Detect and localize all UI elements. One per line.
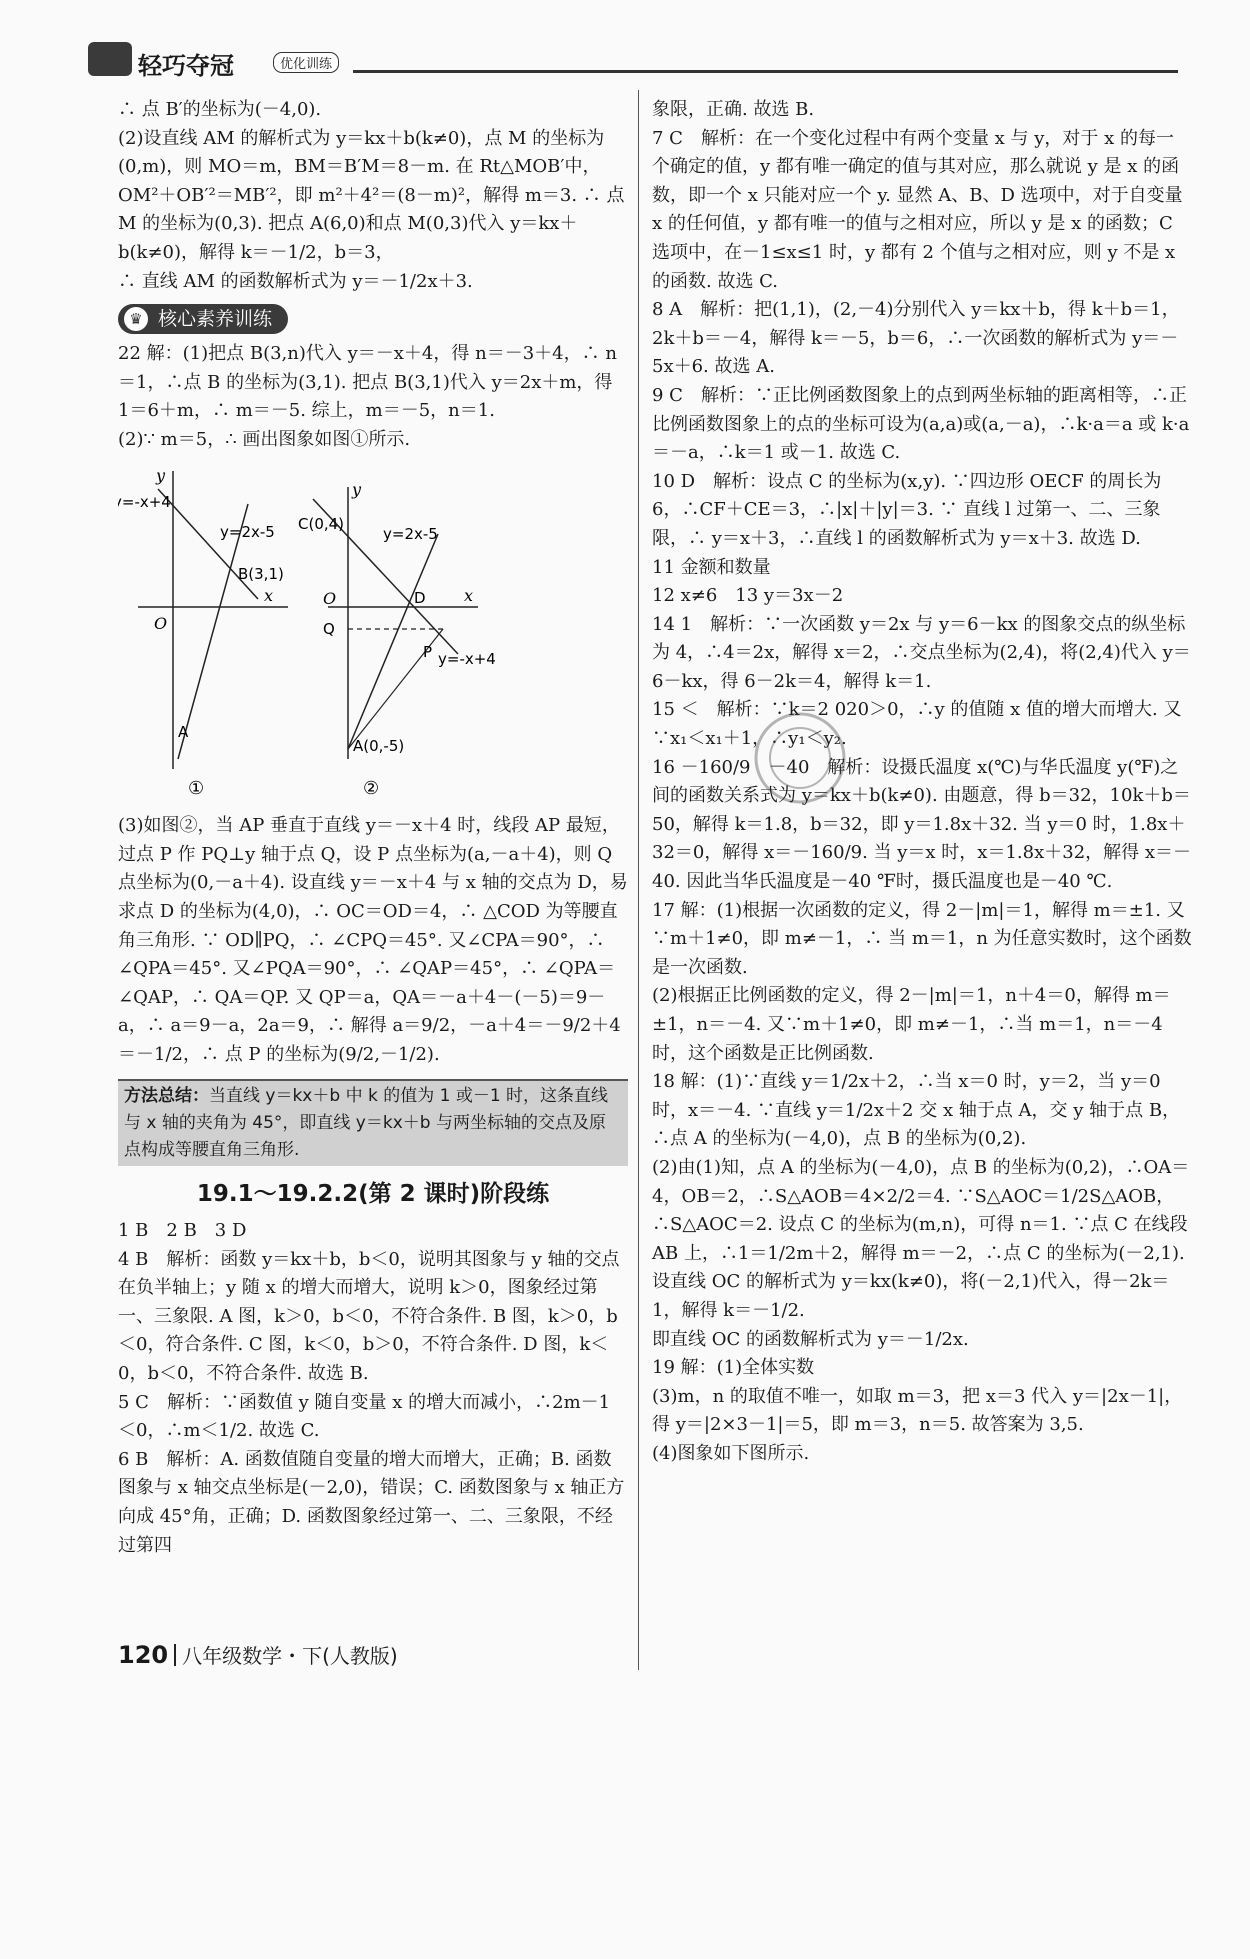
question-9: 9 C 解析：∵正比例函数图象上的点到两坐标轴的距离相等，∴正比例函数图象上的点的坐标可设为(a,a)或(a,－a)，∴k·a＝a 或 k·a＝－a，∴k＝1 或－1. 故选 C. [652,384,1190,464]
question-11: 11 金额和数量 [652,556,771,578]
g2-line-pos [348,534,438,749]
question-10: 10 D 解析：设点 C 的坐标为(x,y). ∵四边形 OECF 的周长为 6，∴CF＋CE＝3，∴|x|＋|y|＝3. ∵ 直线 l 过第一、二、三象限，∴ y＝x＋3，∴直线 l 的函数解析式为 y＝x＋3. 故选 D. [652,470,1168,549]
g1-caption: ① [188,777,205,799]
g1-label-y: y [156,465,166,485]
question-8: 8 A 解析：把(1,1)，(2,－4)分别代入 y＝kx＋b，得 k＋b＝1，2k＋b＝－4，解得 k＝－5，b＝6，∴一次函数的解析式为 y＝－5x＋6. 故选 A. [652,299,1180,378]
crown-icon: ♛ [124,307,148,331]
question-6: 6 B 解析：A. 函数值随自变量的增大而增大，正确；B. 函数图象与 x 轴交点坐标是(－2,0)，错误；C. 函数图象与 x 轴正方向成 45°角，正确；D. 函数图象经过第一、二、三象限，不经过第四 [118,1448,625,1556]
section-title: 19.1～19.2.2(第 2 课时)阶段练 [196,1181,550,1208]
question-19-part3: (3)m，n 的取值不唯一，如取 m＝3，把 x＝3 代入 y＝|2x－1|，得 y＝|2×3－1|＝5，即 m＝3，n＝5. 故答案为 3,5. [652,1385,1183,1436]
question-7: 7 C 解析：在一个变化过程中有两个变量 x 与 y，对于 x 的每一个确定的值，y 都有唯一确定的值与其对应，那么就说 y 是 x 的函数，即一个 x 只能对应一个 y. 显然 A、B、D 选项中，对于自变量 x 的任何值，y 都有唯一的值与之相对应，所以 y 是 x 的函数；C 选项中，在－1≤x≤1 时，y 都有 2 个值与之相对应，则 y 不是 x 的函数. 故选 C. [652,127,1189,292]
question-22-part2: (2)∵ m＝5，∴ 画出图象如图①所示. [118,428,411,450]
question-18-part3: 即直线 OC 的函数解析式为 y＝－1/2x. [652,1328,969,1350]
question-4: 4 B 解析：函数 y＝kx＋b，b＜0，说明其图象与 y 轴的交点在负半轴上；y 随 x 的增大而增大，说明 k＞0，图象经过第一、三象限. A 图，k＞0，b＜0，不符合条件. B 图，k＞0，b＜0，符合条件. C 图，k＜0，b＞0，不符合条件. D 图，k＜0，b＜0，不符合条件. 故选 B. [118,1248,620,1385]
question-14: 14 1 解析：∵一次函数 y＝2x 与 y＝6－kx 的图象交点的纵坐标为 4，∴4＝2x，解得 x＝2，∴交点坐标为(2,4)，将(2,4)代入 y＝6－kx，得 6－2k＝4，解得 k＝1. [652,613,1191,692]
question-15: 15 ＜ 解析：∵k＝2 020＞0，∴y 的值随 x 值的增大而增大. 又∵x₁＜x₁＋1，∴y₁＜y₂. [652,699,1182,750]
g2-label-line1: y=-x+4 [438,649,496,668]
question-12-13: 12 x≠6 13 y＝3x－2 [652,585,844,607]
method-summary-box [118,1079,628,1166]
page-number: 120 [118,1641,169,1669]
brand-title: 轻巧夺冠 [138,52,234,80]
text-paragraph: (2)设直线 AM 的解析式为 y＝kx＋b(k≠0)，点 M 的坐标为(0,m)，则 MO＝m，BM＝B′M＝8－m. 在 Rt△MOB′中，OM²＋OB′²＝MB′²，即 m²＋4²＝(8－m)²，解得 m＝3. ∴ 点 M 的坐标为(0,3). 把点 A(6,0)和点 M(0,3)代入 y＝kx＋b(k≠0)，解得 k＝－1/2，b＝3， [118,127,631,263]
g2-label-p: P [423,642,433,661]
right-column [652,96,1192,1469]
stamp-icon [745,708,855,808]
g2-label-a: A(0,-5) [353,736,405,755]
question-19-part4: (4)图象如下图所示. [652,1442,810,1464]
g2-caption: ② [363,777,380,799]
question-17-part2: (2)根据正比例函数的定义，得 2－|m|＝1，n＋4＝0，解得 m＝±1，n＝－4. 又∵m＋1≠0，即 m≠－1，∴当 m＝1，n＝－4 时，这个函数是正比例函数. [652,985,1171,1064]
header-rule [353,70,1178,73]
footer-divider [174,1644,176,1666]
g2-label-y: y [352,479,362,499]
banner-label: 核心素养训练 [158,308,273,331]
page-footer [118,1640,398,1669]
method-text: 当直线 y＝kx＋b 中 k 的值为 1 或－1 时，这条直线与 x 轴的夹角为 45°，即直线 y＝kx＋b 与两坐标轴的交点及原点构成等腰直角三角形. [124,1086,609,1161]
question-22-part3: (3)如图②，当 AP 垂直于直线 y＝－x＋4 时，线段 AP 最短，过点 P 作 PQ⊥y 轴于点 Q，设 P 点坐标为(a,－a＋4)，则 Q 点坐标为(0,－a＋4). 设直线 y＝－x＋4 与 x 轴的交点为 D，易求点 D 的坐标为(4,0)，∴ OC＝OD＝4，∴ △COD 为等腰直角三角形. ∵ OD∥PQ，∴ ∠CPQ＝45°. 又∠CPA＝90°，∴ ∠QPA＝45°. 又∠PQA＝90°，∴ ∠QAP＝45°，∴ ∠QPA＝∠QAP，∴ QA＝QP. 又 QP＝a，QA＝－a＋4－(－5)＝9－a，∴ a＝9－a，2a＝9，∴ 解得 a＝9/2，－a＋4＝－9/2＋4＝－1/2，∴ 点 P 的坐标为(9/2,－1/2). [118,815,628,1065]
function-graphs [118,459,628,799]
answers-1-3: 1 B 2 B 3 D [118,1220,247,1242]
question-22: 22 解：(1)把点 B(3,n)代入 y＝－x＋4，得 n＝－3＋4，∴ n＝1，∴点 B 的坐标为(3,1). 把点 B(3,1)代入 y＝2x＋m，得 1＝6＋m，∴ m＝－5. 综上，m＝－5，n＝1. [118,343,619,422]
g1-label-b: B(3,1) [238,564,284,583]
g2-label-d: D [414,588,426,607]
book-title: 八年级数学・下(人教版) [182,1644,398,1668]
text-line: ∴ 点 B′的坐标为(－4,0). [118,99,322,120]
method-label: 方法总结： [124,1086,209,1107]
question-5: 5 C 解析：∵函数值 y 随自变量 x 的增大而减小，∴2m－1＜0，∴m＜1/2. 故选 C. [118,1391,611,1442]
g2-label-o: O [323,588,337,608]
g1-label-line1: y=-x+4 [118,492,171,511]
g1-label-a: A [178,722,189,741]
question-16: 16 －160/9 －40 解析：设摄氏温度 x(℃)与华氏温度 y(℉)之间的函数关系式为 y＝kx＋b(k≠0). 由题意，得 b＝32，10k＋b＝50，解得 k＝1.8，b＝32，即 y＝1.8x＋32. 当 y＝0 时，1.8x＋32＝0，解得 x＝－160/9. 当 y＝x 时，x＝1.8x＋32，解得 x＝－40. 因此当华氏温度是－40 ℉时，摄氏温度也是－40 ℃. [652,756,1192,893]
g2-label-q: Q [323,619,335,638]
g1-label-line2: y=2x-5 [220,522,275,541]
question-18-part2: (2)由(1)知，点 A 的坐标为(－4,0)，点 B 的坐标为(0,2)，∴OA＝4，OB＝2，∴S△AOB＝4×2/2＝4. ∵S△AOC＝1/2S△AOB，∴S△AOC＝2. 设点 C 的坐标为(m,n)，可得 n＝1. ∵点 C 在线段 AB 上，∴1＝1/2m＋2，解得 m＝－2，∴点 C 的坐标为(－2,1). 设直线 OC 的解析式为 y＝kx(k≠0)，将(－2,1)代入，得－2k＝1，解得 k＝－1/2. [652,1156,1194,1321]
g2-label-line2: y=2x-5 [383,524,438,543]
g1-label-x: x [264,585,274,605]
brand-subtitle: 优化训练 [273,52,339,73]
column-divider [638,90,639,1670]
g2-label-x: x [464,585,474,605]
question-19: 19 解：(1)全体实数 [652,1357,815,1379]
text-line: ∴ 直线 AM 的函数解析式为 y＝－1/2x＋3. [118,270,473,292]
page-header [88,40,1178,80]
question-17: 17 解：(1)根据一次函数的定义，得 2－|m|＝1，解得 m＝±1. 又∵m＋1≠0，即 m≠－1，∴ 当 m＝1，n 为任意实数时，这个函数是一次函数. [652,899,1192,978]
section-banner [118,302,628,336]
g1-label-o: O [154,613,168,633]
g2-label-c: C(0,4) [298,514,345,533]
g1-line-pos [178,504,248,759]
question-6-cont: 象限，正确. 故选 B. [652,99,815,120]
question-18: 18 解：(1)∵直线 y＝1/2x＋2，∴当 x＝0 时，y＝2，当 y＝0 时，x＝－4. ∵直线 y＝1/2x＋2 交 x 轴于点 A，交 y 轴于点 B，∴点 A 的坐标为(－4,0)，点 B 的坐标为(0,2). [652,1071,1181,1150]
left-column [118,96,631,1560]
logo-icon [88,42,132,76]
